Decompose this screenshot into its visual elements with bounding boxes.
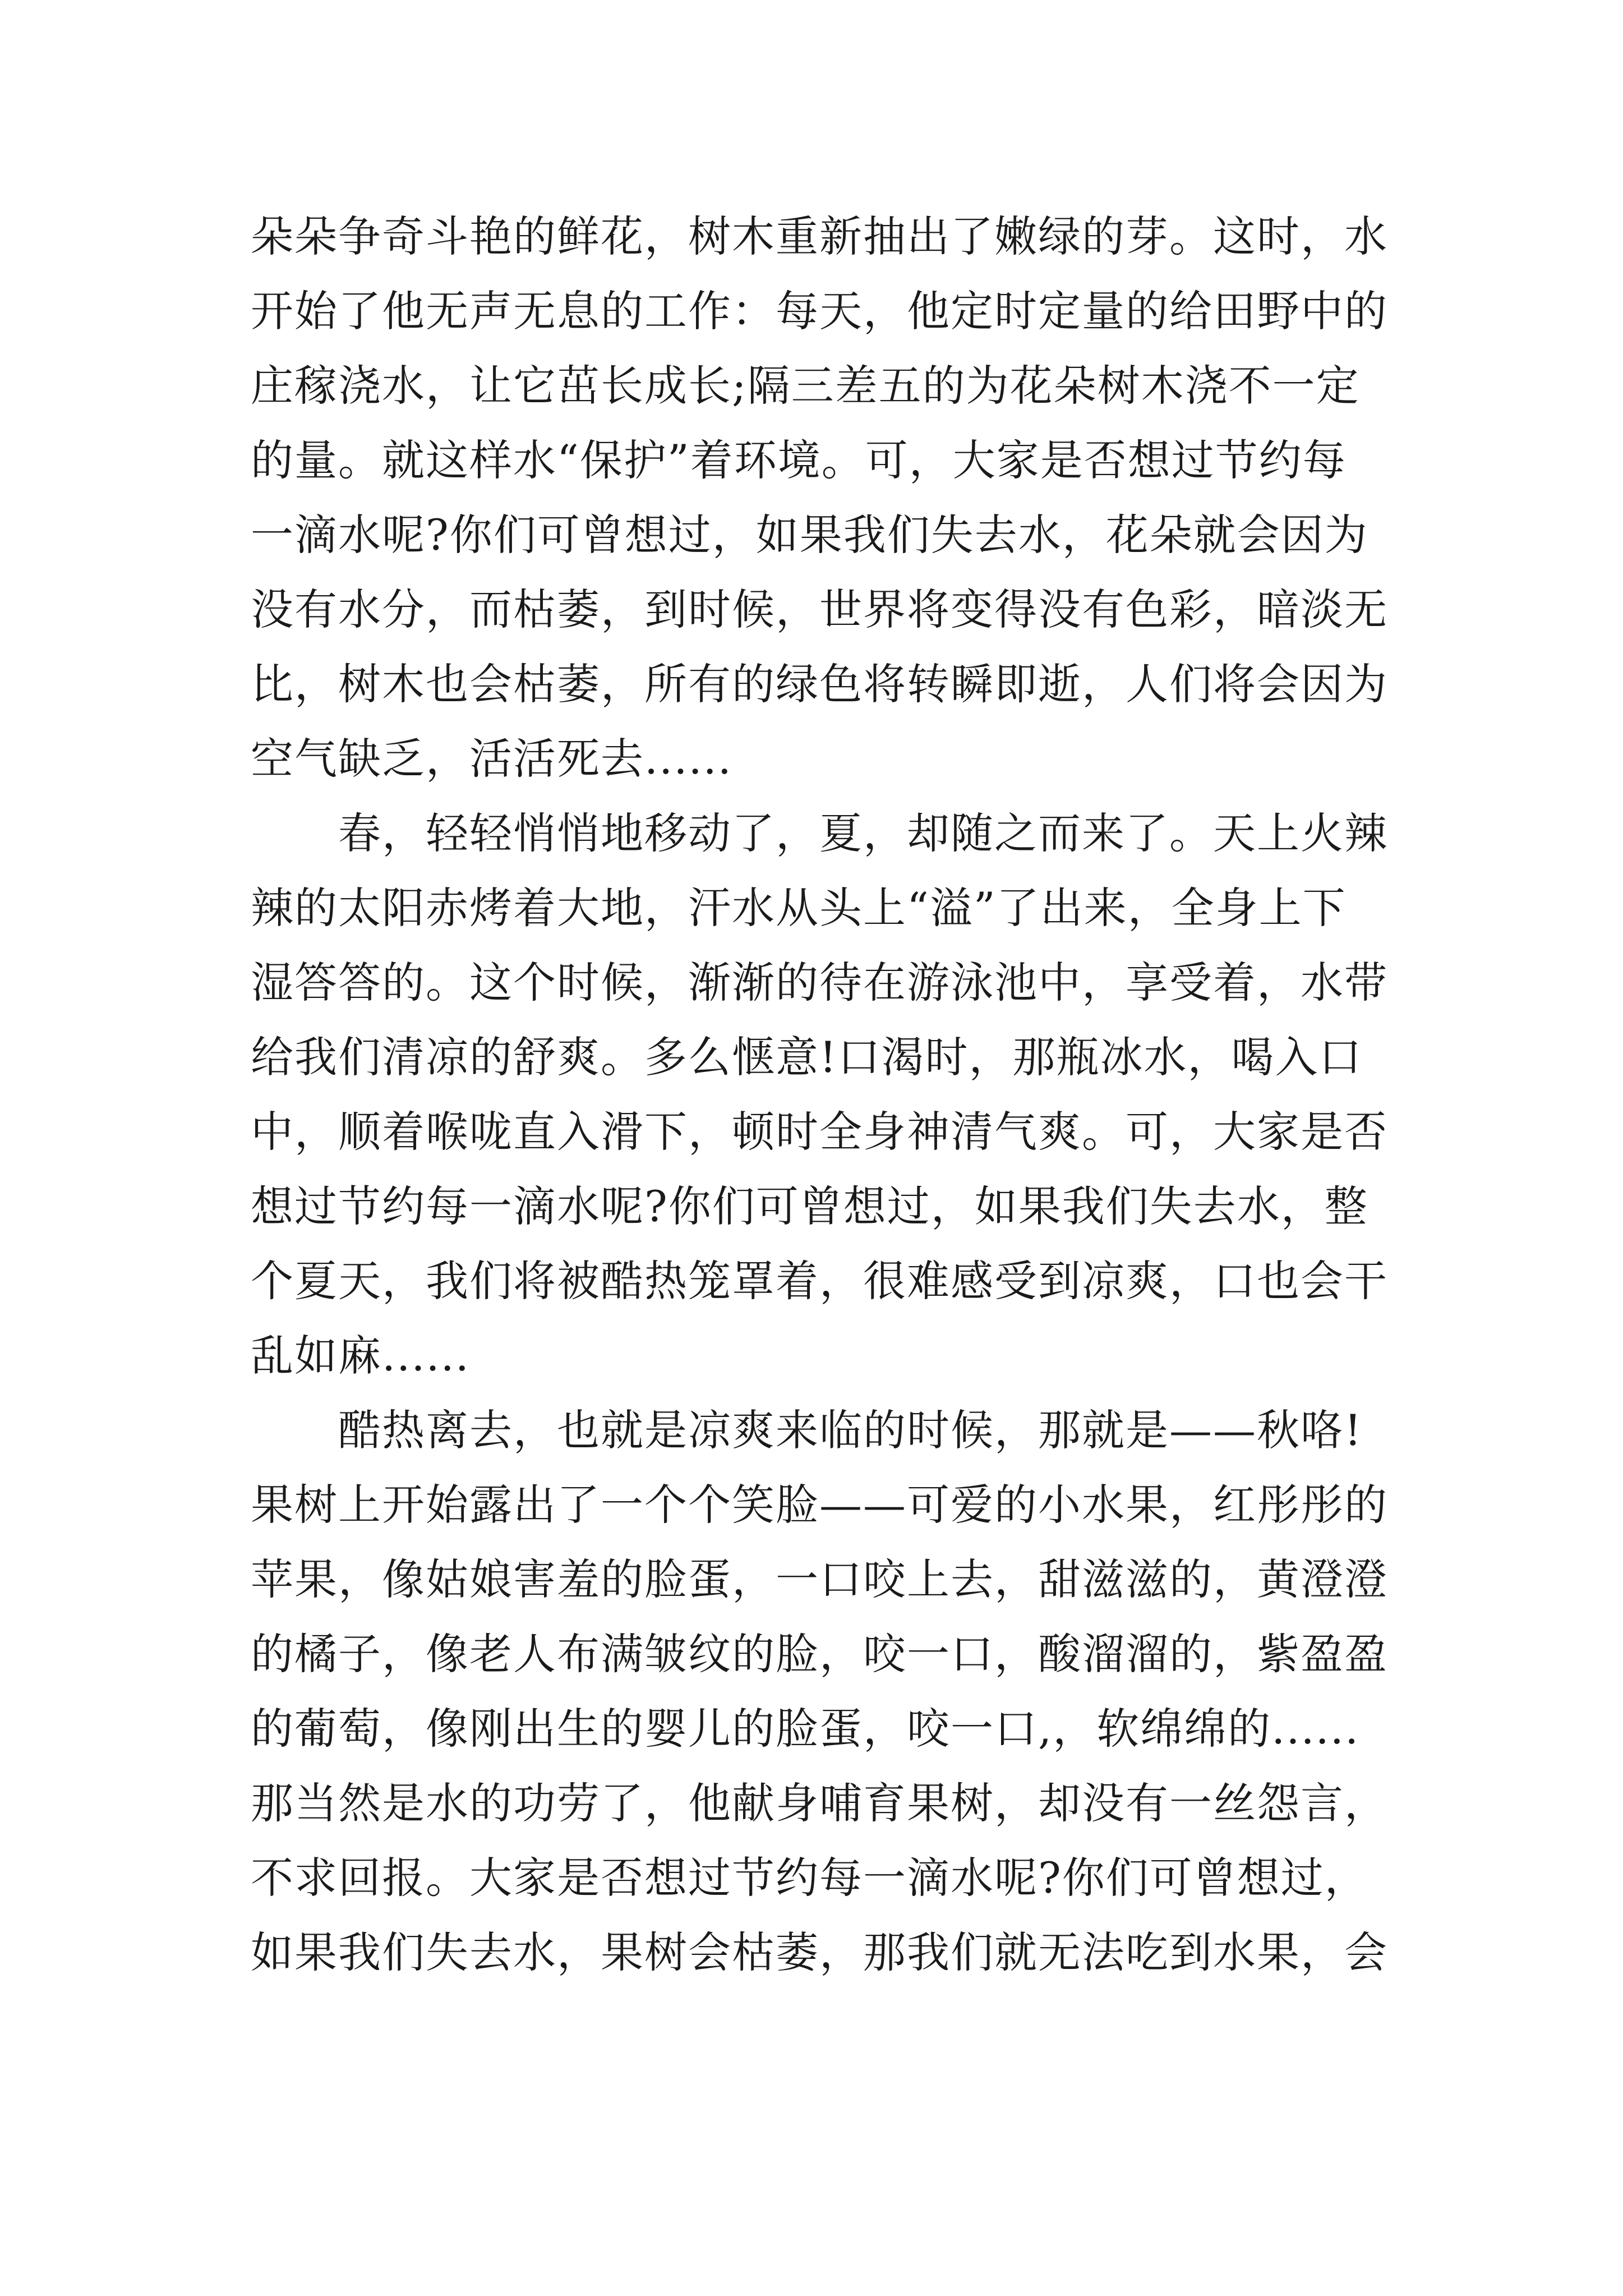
text-line: 辣的太阳赤烤着大地，汗水从头上“溢”了出来，全身上下 [251, 883, 1347, 933]
text-line: 的橘子，像老人布满皱纹的脸，咬一口，酸溜溜的，紫盈盈 [251, 1629, 1388, 1679]
text-line: 果树上开始露出了一个个笑脸——可爱的小水果，红彤彤的 [251, 1480, 1388, 1530]
text-line: 如果我们失去水，果树会枯萎，那我们就无法吃到水果，会 [251, 1927, 1388, 1977]
text-line: 空气缺乏，活活死去...... [251, 734, 732, 784]
text-line: 一滴水呢?你们可曾想过，如果我们失去水，花朵就会因为 [251, 510, 1368, 560]
text-line: 湿答答的。这个时候，渐渐的待在游泳池中，享受着，水带 [251, 958, 1388, 1007]
text-line: 想过节约每一滴水呢?你们可曾想过，如果我们失去水，整 [251, 1181, 1368, 1231]
text-line: 给我们清凉的舒爽。多么惬意!口渴时，那瓶冰水，喝入口 [251, 1032, 1363, 1082]
text-line: 的量。就这样水“保护”着环境。可，大家是否想过节约每 [251, 435, 1347, 485]
text-line: 比，树木也会枯萎，所有的绿色将转瞬即逝，人们将会因为 [251, 659, 1388, 709]
text-line: 朵朵争奇斗艳的鲜花，树木重新抽出了嫩绿的芽。这时，水 [251, 211, 1388, 261]
text-line: 乱如麻...... [251, 1331, 470, 1381]
text-line: 苹果，像姑娘害羞的脸蛋，一口咬上去，甜滋滋的，黄澄澄 [251, 1554, 1388, 1604]
text-line: 的葡萄，像刚出生的婴儿的脸蛋，咬一口,，软绵绵的...... [251, 1704, 1360, 1754]
document-body [251, 199, 1389, 1990]
paragraph-2 [251, 796, 1389, 1393]
paragraph-3 [251, 1393, 1389, 1990]
text-line: 中，顺着喉咙直入滑下，顿时全身神清气爽。可，大家是否 [251, 1107, 1388, 1157]
text-line: 庄稼浇水，让它茁长成长;隔三差五的为花朵树木浇不一定 [251, 361, 1360, 411]
text-line: 不求回报。大家是否想过节约每一滴水呢?你们可曾想过， [251, 1853, 1368, 1903]
text-line: 春，轻轻悄悄地移动了，夏，却随之而来了。天上火辣 [338, 808, 1388, 858]
text-line: 开始了他无声无息的工作：每天，他定时定量的给田野中的 [251, 286, 1388, 336]
text-line: 个夏天，我们将被酷热笼罩着，很难感受到凉爽，口也会干 [251, 1256, 1388, 1306]
text-line: 没有水分，而枯萎，到时候，世界将变得没有色彩，暗淡无 [251, 585, 1388, 634]
paragraph-1 [251, 199, 1389, 796]
text-line: 那当然是水的功劳了，他献身哺育果树，却没有一丝怨言， [251, 1778, 1388, 1828]
text-line: 酷热离去，也就是凉爽来临的时候，那就是——秋咯! [338, 1405, 1363, 1455]
